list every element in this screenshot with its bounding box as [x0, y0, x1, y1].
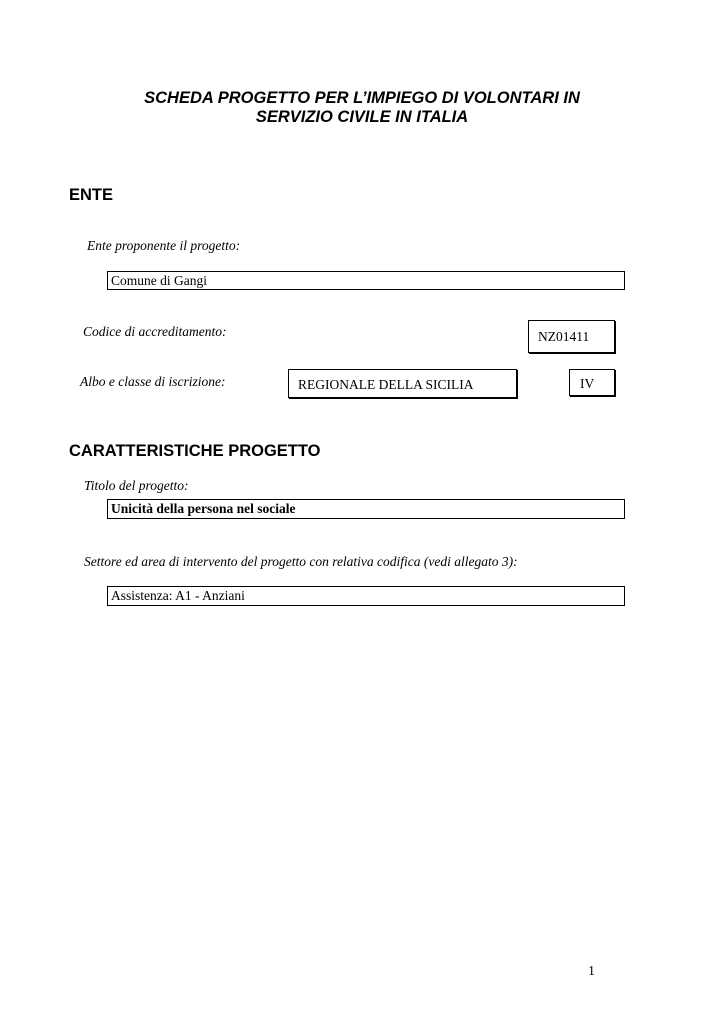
codice-accreditamento-field: NZ01411 — [528, 320, 615, 353]
codice-accreditamento-label: Codice di accreditamento: — [83, 324, 227, 339]
settore-intervento-field: Assistenza: A1 - Anziani — [107, 586, 625, 606]
document-title-line-2: SERVIZIO CIVILE IN ITALIA — [255, 108, 469, 126]
section-heading-ente: ENTE — [69, 186, 114, 204]
albo-iscrizione-field: REGIONALE DELLA SICILIA — [288, 369, 517, 398]
classe-iscrizione-field: IV — [569, 369, 615, 396]
settore-intervento-label: Settore ed area di intervento del progetto con relativa codifica (vedi allegato 3): — [84, 554, 518, 569]
section-heading-caratteristiche-progetto: CARATTERISTICHE PROGETTO — [69, 442, 321, 460]
titolo-progetto-label: Titolo del progetto: — [84, 478, 189, 493]
titolo-progetto-field: Unicità della persona nel sociale — [107, 499, 625, 519]
ente-proponente-field: Comune di Gangi — [107, 271, 625, 290]
page-number: 1 — [588, 964, 595, 979]
albo-iscrizione-label: Albo e classe di iscrizione: — [80, 374, 226, 389]
ente-proponente-label: Ente proponente il progetto: — [87, 238, 241, 253]
document-title-line-1: SCHEDA PROGETTO PER L’IMPIEGO DI VOLONTARI IN — [144, 89, 580, 107]
